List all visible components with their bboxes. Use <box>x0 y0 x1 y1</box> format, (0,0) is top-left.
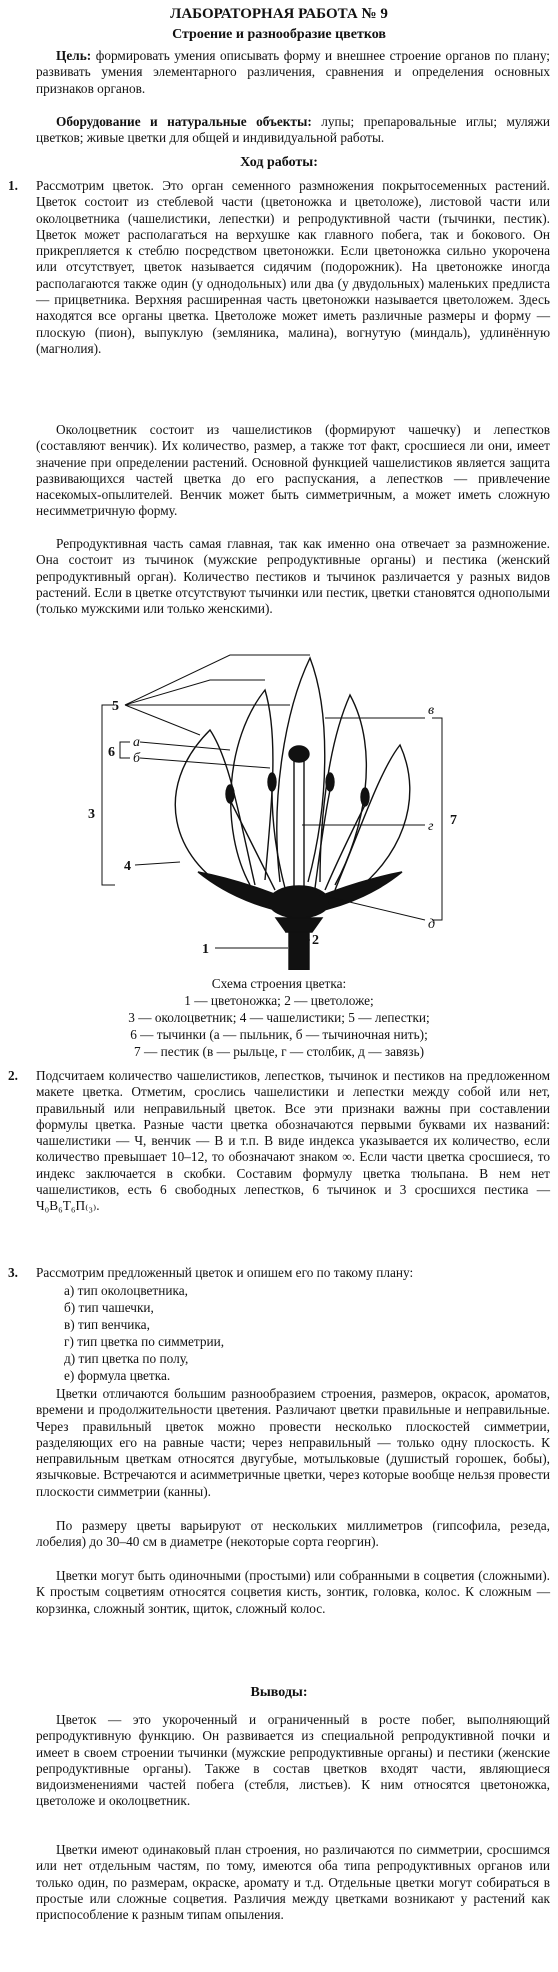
label-5: 5 <box>112 699 119 714</box>
step-1-paragraph-3: Репродуктивная часть самая главная, так как именно она отвечает за размножение. Она состоит из тычинок (мужские репродуктивные органы) и пестика (женский репродуктивный орган). Количество пестиков и тычинок различается у разных видов растений. Если в цветке отсутствуют тычинки или пестик, цветки становятся однополыми (только мужскими или только женскими). <box>36 536 550 617</box>
anther-2 <box>268 773 276 791</box>
ovary <box>269 886 329 918</box>
petal-right-inner <box>320 695 366 885</box>
label-1: 1 <box>202 942 209 957</box>
anther-3 <box>326 773 334 791</box>
label-g: г <box>428 819 434 834</box>
plan-item-b: б) тип чашечки, <box>64 1300 154 1315</box>
label-v: в <box>428 703 435 718</box>
step-3-paragraph-3: Цветки могут быть одиночными (простыми) или собранными в соцветия (сложными). К простым соцветиям относятся соцветия кисть, зонтик, головка, колос. К сложным — корзинка, сложный зонтик, щиток, сложный колос. <box>36 1568 550 1616</box>
equipment-paragraph <box>36 114 550 147</box>
step-2-paragraph: Подсчитаем количество чашелистиков, лепестков, тычинок и пестиков на предложенном макете цветка. Отметим, срослись чашелистики и лепестки между собой или нет, правильный или неправильный цветок. Все эти признаки важны при составлении формулы цветка. Разные части цветка обозначаются первыми буквами их названий: чашелистики — Ч, венчик — В и т.п. В виде индекса указывается их количество, если количество превышает 10–12, то обозначают знаком ∞. Если части цветка сросшиеся, то индекс заключается в скобки. Составим формулу цветка тюльпана. В нем нет чашелистиков, есть 6 свободных лепестков, 6 тычинок и 3 сросшихся пестика — Ч₀В₆Т₆П₍₃₎. <box>36 1068 550 1214</box>
page-subtitle: Строение и разнообразие цветков <box>172 27 386 42</box>
plan-item-d: д) тип цветка по полу, <box>64 1351 189 1366</box>
label-6: 6 <box>108 745 115 760</box>
step-3-intro: Рассмотрим предложенный цветок и опишем его по такому плану: <box>36 1265 414 1280</box>
step-3-paragraph-2: По размеру цветы варьируют от нескольких миллиметров (гипсофила, резеда, лобелия) до 30–40 см в диаметре (некоторые сорта георгин). <box>36 1518 550 1550</box>
plan-item-v: в) тип венчика, <box>64 1317 150 1332</box>
equipment-label: Оборудование и натуральные объекты: <box>56 114 312 129</box>
label-d: д <box>428 917 436 932</box>
plan-item-g: г) тип цветка по симметрии, <box>64 1334 225 1349</box>
progress-heading: Ход работы: <box>240 155 318 170</box>
label-7: 7 <box>450 813 457 828</box>
conclusions-paragraph-2: Цветки имеют одинаковый план строения, но различаются по симметрии, сросшимся или нет отдельным частям, по тому, имеются оба типа репродуктивных органов или только один, по размерам, окраске, аромату и т.д. Отдельные цветки могут собираться в простые или сложные соцветия. Различия между цветками возникают у растений как приспособление к разным типам опыления. <box>36 1842 550 1923</box>
step-2-number: 2. <box>8 1068 18 1083</box>
label-4: 4 <box>124 859 131 874</box>
receptacle <box>276 918 322 932</box>
equipment-text: лупы; препаровальные иглы; муляжи цветков; живые цветки для общей и индивидуальной работы. <box>36 114 551 146</box>
conclusions-paragraph-1: Цветок — это укороченный и ограниченный в росте побег, выполняющий репродуктивную функцию. Он развивается из специальной репродуктивной почки и имеет в своем строении тычинки (мужские репродуктивные органы) и пестики (женские репродуктивные органы). Также в состав цветков входят части, являющиеся видоизменениями частей побега (стебля, листьев). К ним относятся цветоножка, цветоложе и околоцветник. <box>36 1712 550 1809</box>
petal-left-outer <box>175 730 255 890</box>
anther-4 <box>361 788 369 806</box>
step-1-paragraph-2: Околоцветник состоит из чашелистиков (формируют чашечку) и лепестков (составляют венчик). Их количество, размер, а также тот факт, сросшиеся ли они, имеет значение при определении растений. Основной функцией чашелистиков является защита развивающихся частей цветка до его распускания, а лепестков — привлечение насекомых-опылителей. Венчик может быть симметричным, а может иметь сложную несимметричную форму. <box>36 422 550 519</box>
figure-caption-line-4: 7 — пестик (в — рыльце, г — столбик, д — завязь) <box>133 1044 425 1059</box>
flower-structure-diagram <box>80 650 480 970</box>
goal-label: Цель: <box>56 48 92 63</box>
figure-caption-line-2: 3 — околоцветник; 4 — чашелистики; 5 — лепестки; <box>128 1010 430 1025</box>
figure-caption-title: Схема строения цветка: <box>211 976 347 991</box>
pedicel <box>289 932 309 970</box>
label-3: 3 <box>88 807 95 822</box>
goal-text: формировать умения описывать форму и внешнее строение органов по плану; развивать умения элементарного различения, сравнения и определения основных признаков органов. <box>36 48 550 96</box>
page-title: ЛАБОРАТОРНАЯ РАБОТА № 9 <box>170 6 388 22</box>
anther-1 <box>226 785 234 803</box>
stamen-filament-4 <box>325 805 365 890</box>
step-1-paragraph-1: Рассмотрим цветок. Это орган семенного размножения покрытосеменных растений. Цветок состоит из стеблевой части (цветоножка и цветоложе), листовой части или околоцветника (чашелистики, лепестки) и репродуктивной части (тычинки, пестик). Цветок может располагаться на верхушке как главного побега, так и бокового. Он прикрепляется к стеблю посредством цветоножки. Если цветоножка сильно укорочена или отсутствует, цветок называется сидячим (подорожник). На цветоножке иногда располагаются также один (у однодольных) или два (у двудольных) маленьких предлиста — прицветника. Верхняя расширенная часть цветоножки называется цветоложем. Здесь находятся все органы цветка. Цветоложе может иметь различные размеры и форму — плоскую (пион), выпуклую (земляника, малина), вогнутую (миндаль), удлинённую (магнолия). <box>36 178 550 356</box>
step-3-number: 3. <box>8 1265 18 1280</box>
figure-caption-line-3: 6 — тычинки (а — пыльник, б — тычиночная нить); <box>130 1027 428 1042</box>
label-b: б <box>133 751 141 766</box>
step-1-number: 1. <box>8 178 18 193</box>
petal-left-inner <box>231 690 273 885</box>
conclusions-heading: Выводы: <box>250 1685 308 1700</box>
step-3-paragraph-1: Цветки отличаются большим разнообразием строения, размеров, окрасок, ароматов, времени и продолжительности цветения. Различают цветки правильные и неправильные. Через правильный цветок можно провести несколько плоскостей симметрии, разделяющих его на равные части; через неправильный — только одну плоскость. К неправильным цветкам относятся двугубые, мотыльковые (душистый горошек, бобы), язычковые. Встречаются и асимметричные цветки, через которые вообще нельзя провести плоскости симметрии (канны). <box>36 1386 550 1499</box>
plan-item-e: е) формула цветка. <box>64 1368 171 1383</box>
pistil-stigma <box>289 746 309 762</box>
goal-paragraph <box>36 48 550 97</box>
label-2: 2 <box>312 933 319 948</box>
figure-caption-line-1: 1 — цветоножка; 2 — цветоложе; <box>184 993 374 1008</box>
plan-item-a: а) тип околоцветника, <box>64 1283 188 1298</box>
petal-center <box>277 658 325 882</box>
label-a: а <box>133 735 140 750</box>
